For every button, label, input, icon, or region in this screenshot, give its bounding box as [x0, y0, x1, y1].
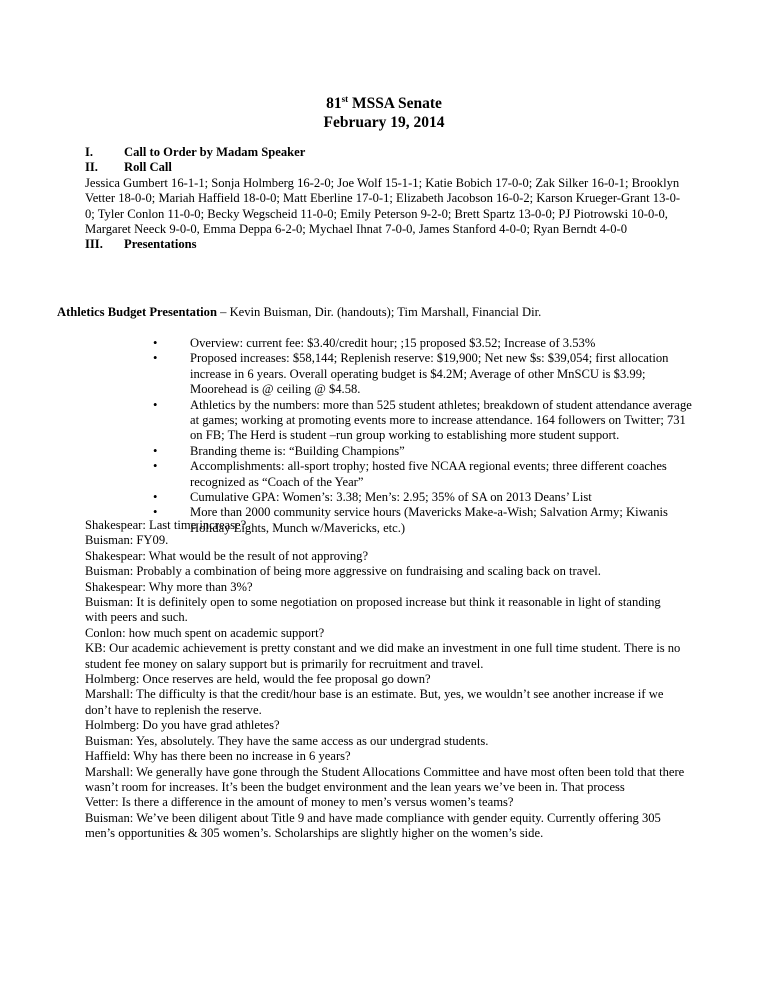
bullet-dot-icon: •: [153, 397, 158, 412]
title-superscript: st: [341, 94, 349, 104]
document-header: [0, 90, 768, 132]
bullet-dot-icon: •: [153, 336, 158, 350]
section-label: Call to Order by Madam Speaker: [124, 145, 306, 159]
bullet-text: Accomplishments: all-sport trophy; hosted five NCAA regional events; three different coaches recognized as “Coach of the Year”: [190, 459, 667, 489]
bullet-text: Proposed increases: $58,144; Replenish reserve: $19,900; Net new $s: $39,054; first allocation increase in 6 years. Overall operating budget is $4.2M; Average of other MnSCU is $3.99; Moorehead is @ ceiling @ $4.58.: [190, 351, 669, 397]
dialogue-line: Marshall: The difficulty is that the credit/hour base is an estimate. But, yes, we wouldn’t see another increase if we don’t have to replenish the reserve.: [85, 687, 664, 717]
bullet-dot-icon: •: [153, 505, 158, 520]
bullet-item: [153, 397, 698, 444]
dialogue-line: Vetter: Is there a difference in the amount of money to men’s versus women’s teams?: [85, 795, 514, 810]
section-label: Roll Call: [124, 160, 172, 175]
bullet-item: [153, 336, 698, 351]
dialogue-line: Buisman: Probably a combination of being more aggressive on fundraising and scaling back on travel.: [85, 564, 601, 579]
presentation-title: Athletics Budget Presentation: [57, 305, 217, 319]
dialogue-line: Buisman: It is definitely open to some negotiation on proposed increase but think it reasonable in light of standing with peers and such.: [85, 595, 661, 625]
section-heading: [85, 237, 685, 252]
bullet-text: More than 2000 community service hours (Mavericks Make-a-Wish; Salvation Army; Kiwanis Holiday Lights, Munch w/Mavericks, etc.): [190, 505, 668, 535]
dialogue-line: Marshall: We generally have gone through the Student Allocations Committee and have most often been told that there wasn’t room for increases. It’s been the budget environment and the lean years we’ve been in. That process: [85, 764, 685, 794]
dialogue-line: Shakespear: Why more than 3%?: [85, 579, 253, 594]
section-number: I.: [85, 145, 94, 159]
bullet-dot-icon: •: [153, 351, 158, 366]
discussion-transcript: [85, 518, 685, 842]
title-text: MSSA Senate: [348, 95, 442, 112]
bullet-dot-icon: •: [153, 490, 158, 505]
dialogue-line: Buisman: Yes, absolutely. They have the same access as our undergrad students.: [85, 733, 489, 748]
dialogue-line: Buisman: FY09.: [85, 533, 169, 548]
section-number: III.: [85, 237, 103, 252]
bullet-item: [153, 490, 698, 505]
dialogue-line: KB: Our academic achievement is pretty constant and we did make an investment in one full time student. There is no student fee money on salary support but is primarily for recruitment and travel.: [85, 641, 681, 671]
agenda-block: [85, 145, 685, 253]
section-heading: [85, 145, 685, 160]
presentation-heading: [57, 305, 737, 320]
bullet-text: Cumulative GPA: Women’s: 3.38; Men’s: 2.95; 35% of SA on 2013 Deans’ List: [190, 490, 592, 505]
dialogue-line: Buisman: We’ve been diligent about Title 9 and have made compliance with gender equity. Currently offering 305 men’s opportunities & 305 women’s. Scholarships are slightly higher on the women’s side.: [85, 810, 661, 841]
section-heading: [85, 160, 685, 175]
section-number: II.: [85, 160, 98, 175]
bullet-text: Athletics by the numbers: more than 525 student athletes; breakdown of student attendance average at games; working at promoting events more to increase attendance. 164 followers on Twitter; 731 on FB; The Herd is student –run group working to establishing more student support.: [190, 397, 692, 443]
dialogue-line: Shakespear: Last time increase?: [85, 518, 247, 532]
bullet-item: [153, 459, 698, 490]
title-number: 81: [326, 95, 342, 112]
roll-call-text: Jessica Gumbert 16-1-1; Sonja Holmberg 16-2-0; Joe Wolf 15-1-1; Katie Bobich 17-0-0; Zak Silker 16-0-1; Brooklyn Vetter 18-0-0; Mariah Haffield 18-0-0; Matt Eberline 17-0-1; Elizabeth Jacobson 16-0-2; Karson Krueger-Grant 13-0-0; Tyler Conlon 11-0-0; Becky Wegscheid 11-0-0; Emily Peterson 9-2-0; Brett Spartz 13-0-0; PJ Piotrowski 10-0-0, Margaret Neeck 9-0-0, Emma Deppa 6-2-0; Mychael Ihnat 7-0-0, James Stanford 4-0-0; Ryan Berndt 4-0-0: [85, 175, 681, 237]
dialogue-line: Holmberg: Do you have grad athletes?: [85, 718, 280, 733]
presentation-presenters: – Kevin Buisman, Dir. (handouts); Tim Marshall, Financial Dir.: [216, 305, 542, 319]
page-title: [0, 90, 768, 113]
dialogue-line: Conlon: how much spent on academic support?: [85, 625, 325, 640]
dialogue-line: Holmberg: Once reserves are held, would the fee proposal go down?: [85, 672, 431, 687]
bullet-text: Overview: current fee: $3.40/credit hour; ;15 proposed $3.52; Increase of 3.53%: [190, 336, 596, 350]
bullet-item: [153, 351, 698, 397]
dialogue-line: Shakespear: What would be the result of not approving?: [85, 548, 369, 563]
bullet-item: [153, 443, 698, 459]
bullet-text: Branding theme is: “Building Champions”: [190, 443, 405, 458]
bullet-dot-icon: •: [153, 459, 158, 474]
dialogue-line: Haffield: Why has there been no increase in 6 years?: [85, 749, 351, 764]
meeting-date: February 19, 2014: [323, 114, 445, 131]
bullet-dot-icon: •: [153, 443, 158, 458]
section-label: Presentations: [124, 237, 197, 252]
